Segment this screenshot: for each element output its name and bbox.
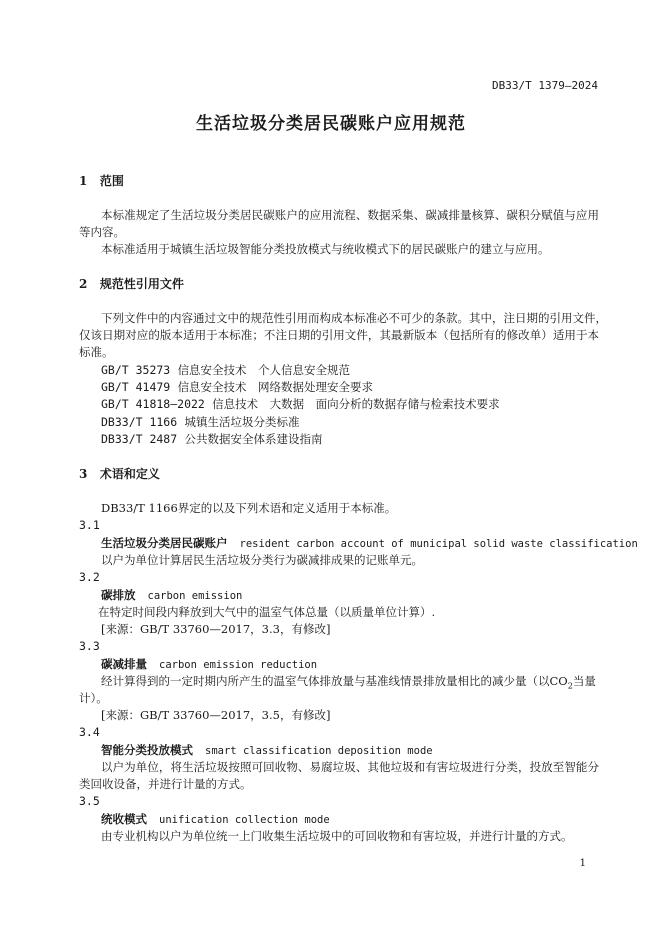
term-number: 3.3 — [79, 639, 100, 653]
normative-paragraph-line: 下列文件中的内容通过文中的规范性引用而构成本标准必不可少的条款。其中，注日期的引用文件， — [101, 311, 607, 325]
reference-item — [101, 414, 299, 430]
document-code: DB33/T 1379—2024 — [492, 79, 598, 92]
scope-paragraph: 本标准适用于城镇生活垃圾智能分类投放模式与统收模式下的居民碳账户的建立与应用。 — [101, 242, 550, 256]
section-2-heading — [79, 275, 184, 292]
section-number: 3 — [79, 467, 88, 481]
section-1-heading — [79, 172, 124, 189]
term-definition: 在特定时间段内释放到大气中的温室气体总量（以质量单位计算）. — [98, 605, 436, 619]
scope-paragraph-line: 本标准规定了生活垃圾分类居民碳账户的应用流程、数据采集、碳减排量核算、碳积分赋值与应用 — [101, 208, 599, 222]
reference-name: 城镇生活垃圾分类标准 — [184, 415, 300, 429]
term-english: resident carbon account of municipal solid waste classification — [239, 538, 638, 550]
reference-code: GB/T 41479 — [101, 380, 171, 394]
term-number: 3.4 — [79, 725, 100, 739]
reference-item — [101, 379, 373, 395]
section-title: 规范性引用文件 — [99, 277, 184, 291]
term-source: [来源：GB/T 33760—2017，3.5，有修改] — [101, 708, 331, 722]
section-number: 1 — [79, 174, 88, 188]
term-number: 3.5 — [79, 794, 100, 808]
term-chinese: 碳排放 — [101, 588, 136, 602]
term-definition: 以户为单位计算居民生活垃圾分类行为碳减排成果的记账单元。 — [101, 553, 423, 567]
term-definition-line: 计）。 — [79, 691, 108, 705]
section-title: 范围 — [99, 174, 124, 188]
term-english: smart classification deposition mode — [205, 745, 433, 757]
term-chinese: 生活垃圾分类居民碳账户 — [101, 536, 228, 550]
term-source: [来源：GB/T 33760—2017，3.3，有修改] — [101, 622, 331, 636]
reference-item — [101, 362, 350, 378]
reference-code: DB33/T 1166 — [101, 415, 178, 429]
reference-code: DB33/T 2487 — [101, 432, 178, 446]
term-definition-line: 类回收设备，并进行计量的方式。 — [79, 777, 252, 791]
normative-paragraph-line: 标准。 — [79, 345, 114, 359]
reference-name: 信息技术 大数据 面向分析的数据存储与检索技术要求 — [212, 397, 500, 411]
term-chinese: 智能分类投放模式 — [101, 743, 193, 757]
section-3-heading — [79, 465, 160, 482]
term-definition-line: 以户为单位，将生活垃圾按照可回收物、易腐垃圾、其他垃圾和有害垃圾进行分类，投放至智能分 — [101, 760, 599, 774]
document-title: 生活垃圾分类居民碳账户应用规范 — [196, 114, 466, 134]
reference-item — [101, 396, 500, 412]
term-definition-line — [101, 673, 596, 690]
reference-item — [101, 431, 322, 447]
term-title — [101, 587, 242, 603]
term-chinese: 碳减排量 — [101, 657, 147, 671]
reference-name: 信息安全技术 网络数据处理安全要求 — [177, 380, 374, 394]
term-title — [101, 656, 317, 672]
term-chinese: 统收模式 — [101, 812, 147, 826]
term-english: carbon emission — [147, 590, 243, 602]
term-title — [101, 535, 638, 551]
scope-paragraph-line: 等内容。 — [79, 225, 125, 239]
term-title — [101, 742, 433, 758]
term-number: 3.2 — [79, 570, 100, 584]
definition-text: 当量 — [572, 674, 596, 688]
section-title: 术语和定义 — [99, 467, 160, 481]
term-title — [101, 811, 330, 827]
term-english: carbon emission reduction — [159, 659, 318, 671]
reference-name: 信息安全技术 个人信息安全规范 — [177, 363, 351, 377]
normative-paragraph-line: 仅该日期对应的版本适用于本标准；不注日期的引用文件，其最新版本（包括所有的修改单）适用于本 — [79, 328, 599, 342]
subscript: 2 — [567, 681, 573, 691]
definition-text: 经计算得到的一定时期内所产生的温室气体排放量与基准线情景排放量相比的减少量（以CO — [101, 674, 568, 688]
reference-code: GB/T 35273 — [101, 363, 171, 377]
term-definition: 由专业机构以户为单位统一上门收集生活垃圾中的可回收物和有害垃圾，并进行计量的方式。 — [101, 829, 573, 843]
reference-code: GB/T 41818—2022 — [101, 397, 205, 411]
section-number: 2 — [79, 277, 88, 291]
term-english: unification collection mode — [159, 814, 330, 826]
page-number: 1 — [579, 858, 586, 869]
terms-intro: DB33/T 1166界定的以及下列术语和定义适用于本标准。 — [101, 501, 397, 515]
reference-name: 公共数据安全体系建设指南 — [184, 432, 323, 446]
term-number: 3.1 — [79, 518, 100, 532]
